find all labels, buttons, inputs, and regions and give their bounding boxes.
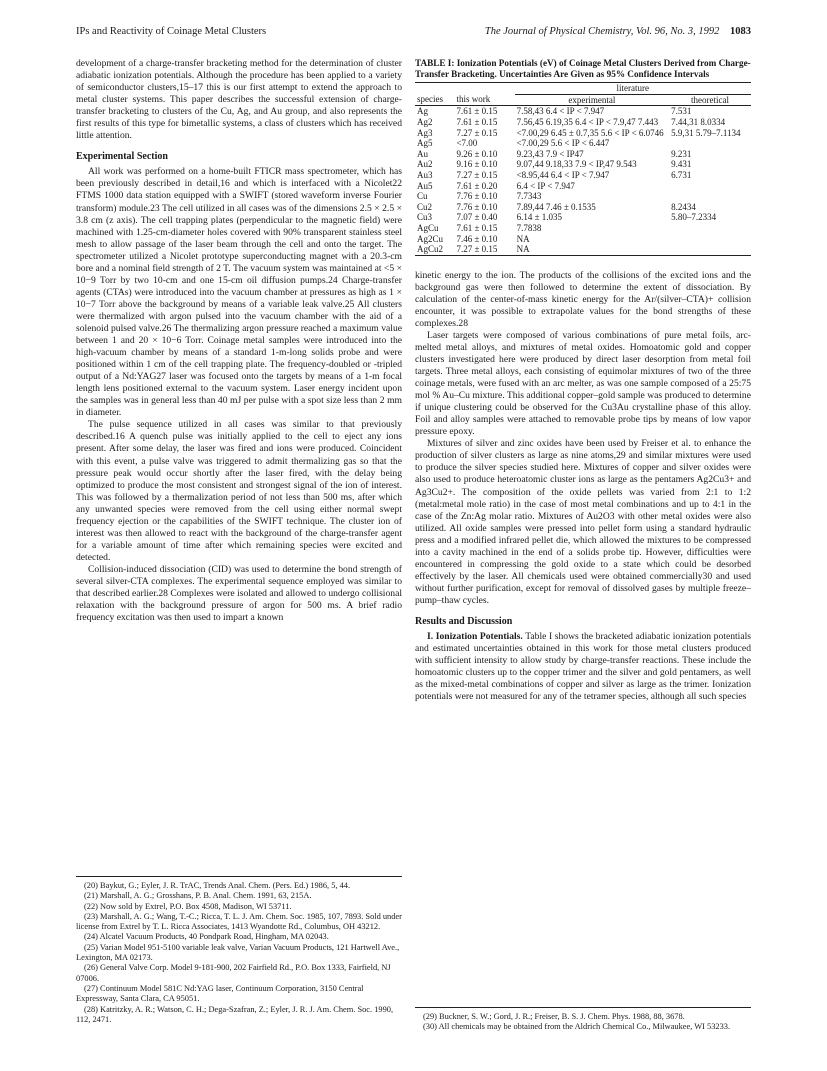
cell-this-work: 7.27 ± 0.15 bbox=[456, 169, 498, 180]
cell-this-work: <7.00 bbox=[456, 138, 478, 149]
footnotes-right bbox=[415, 1007, 751, 1033]
ip-table-block bbox=[415, 58, 751, 256]
cell-species: AgCu bbox=[417, 222, 439, 233]
ionization-text: Table I shows the bracketed adiabatic ionization potentials and estimated uncertainties obtained in this work for those metal clusters produced with sufficient intensity to allow study by charge-transfer reactions. These include the homoatomic clusters up to the copper trimer and the silver and gold pentamers, as well as the mixed-metal combinations of copper and silver as large as the trimer. Ionization potentials were not measured for any of the tetramer species, although all such species bbox=[415, 631, 751, 703]
cell-species: Ag3 bbox=[417, 127, 433, 138]
cell-theoretical: 5.80–7.2334 bbox=[671, 212, 717, 223]
experimental-paragraph-1: All work was performed on a home-built FTICR mass spectrometer, which has been previously described in detail,16 and which is interfaced with a Nicolet22 FTMS 1000 data station equipped with a SWIFT (stored waveform inverse Fourier transform) module.23 The cell utilized in all cases was of the dimensions 2.5 × 2.5 × 3.8 cm (z axis). The cell trapping plates (perpendicular to the magnetic field) were machined with 1.25-cm-diameter holes covered with 90% transparent stainless steel mesh to allow passage of the laser beam through the cell and onto the target. The spectrometer utilized a Nicolet prototype superconducting magnet with a 20.3-cm bore and a nominal field strength of 2 T. The vacuum system was maintained at <5 × 10−9 Torr by two 10-cm and one 15-cm oil diffusion pumps.24 Charge-transfer agents (CTAs) were introduced into the vacuum chamber at pressures as high as 1 × 10−7 Torr above the background by means of a variable leak valve.25 All clusters were thermalized with argon pulsed into the vacuum chamber with the aid of a solenoid pulsed valve.26 The thermalizing argon pressure reached a maximum value between 1 and 20 × 10−6 Torr. Coinage metal samples were introduced into the high-vacuum chamber by means of a standard 1-m-long solids probe and were positioned within 1 cm of the cell trapping plate. The frequency-doubled or -tripled output of a Nd:YAG27 laser was focused onto the targets by means of a 1-m focal length lens positioned external to the vacuum system. Laser energy incident upon the samples was in general less than 40 mJ per pulse with a spot size less than 2 mm in diameter. bbox=[76, 166, 402, 419]
page-number: 1083 bbox=[730, 26, 751, 37]
cell-theoretical: 7.531 bbox=[671, 106, 692, 117]
cell-this-work: 7.61 ± 0.15 bbox=[456, 106, 498, 117]
cell-experimental: 9.07,44 9.18,33 7.9 < IP,47 9.543 bbox=[516, 159, 637, 170]
cell-experimental: NA bbox=[516, 233, 530, 244]
literature-header: literature bbox=[515, 83, 751, 95]
cell-this-work: 7.27 ± 0.15 bbox=[456, 127, 498, 138]
cell-species: Ag2Cu bbox=[417, 233, 444, 244]
cell-species: Au3 bbox=[417, 169, 433, 180]
cell-experimental: <7.00,29 5.6 < IP < 6.447 bbox=[516, 138, 610, 149]
cell-experimental: 7.7838 bbox=[516, 222, 542, 233]
table-row bbox=[415, 191, 751, 202]
cell-theoretical bbox=[669, 234, 751, 245]
running-head bbox=[76, 26, 751, 42]
cell-this-work: 7.07 ± 0.40 bbox=[456, 212, 498, 223]
cell-species: Cu2 bbox=[417, 201, 433, 212]
cell-experimental: 7.58,43 6.4 < IP < 7.947 bbox=[516, 106, 605, 117]
col-header-species: species bbox=[417, 94, 443, 105]
table-row bbox=[415, 212, 751, 223]
running-title: IPs and Reactivity of Coinage Metal Clusters bbox=[76, 26, 267, 37]
footnote: (26) General Valve Corp. Model 9-181-900, 202 Fairfield Rd., P.O. Box 1333, Fairfield, NJ 07006. bbox=[76, 963, 391, 983]
footnote: (29) Buckner, S. W.; Gord, J. R.; Freiser, B. S. J. Chem. Phys. 1988, 88, 3678. bbox=[423, 1012, 685, 1021]
cell-species: Ag5 bbox=[417, 138, 433, 149]
cell-theoretical: 8.2434 bbox=[671, 201, 696, 212]
col-header-experimental: experimental bbox=[568, 94, 616, 105]
table-row bbox=[415, 128, 751, 139]
cell-experimental: NA bbox=[516, 244, 530, 255]
cell-species: Au bbox=[417, 148, 428, 159]
table-header-row bbox=[415, 83, 751, 95]
cell-this-work: 7.46 ± 0.10 bbox=[456, 233, 498, 244]
results-heading: Results and Discussion bbox=[415, 616, 513, 627]
cell-species: Au2 bbox=[417, 159, 433, 170]
cell-experimental: 6.4 < IP < 7.947 bbox=[516, 180, 575, 191]
journal-name: The Journal of Physical Chemistry, Vol. 96, No. 3, 1992 bbox=[484, 26, 720, 37]
cell-this-work: 9.26 ± 0.10 bbox=[456, 148, 498, 159]
cell-this-work: 7.76 ± 0.10 bbox=[456, 201, 498, 212]
table-body bbox=[415, 106, 751, 255]
table-row bbox=[415, 223, 751, 234]
cell-experimental: 6.14 ± 1.035 bbox=[516, 212, 563, 223]
col-header-theoretical: theoretical bbox=[691, 94, 730, 105]
experimental-paragraph-3: Collision-induced dissociation (CID) was used to determine the bond strength of several silver-CTA complexes. The experimental sequence employed was similar to that described earlier.28 Complexes were isolated and allowed to undergo collisional relaxation with the background pressure of argon for 500 ms. A brief radio frequency excitation was then used to impart a known bbox=[76, 563, 402, 624]
table-row bbox=[415, 149, 751, 160]
cell-species: AgCu2 bbox=[417, 244, 444, 255]
cell-theoretical: 9.231 bbox=[671, 148, 692, 159]
cell-experimental: <7.00,29 6.45 ± 0.7,35 5.6 < IP < 6.0746 bbox=[516, 127, 664, 138]
table-row bbox=[415, 181, 751, 192]
cell-theoretical: 6.731 bbox=[671, 169, 692, 180]
table-row bbox=[415, 202, 751, 213]
experimental-heading: Experimental Section bbox=[76, 151, 168, 163]
footnote-rule bbox=[415, 1007, 751, 1008]
continued-paragraph: kinetic energy to the ion. The products of the collisions of the excited ions and the background gas were then followed to determine the extent of dissociation. By calculation of the center-of-mass kinetic energy for the Ar/(silver–CTA)+ collision encounter, it was possible to extrapolate values for the bond strengths of these complexes.28 bbox=[415, 269, 751, 329]
cell-experimental: 7.89,44 7.46 ± 0.1535 bbox=[516, 201, 596, 212]
right-column bbox=[415, 58, 751, 703]
cell-theoretical bbox=[669, 244, 751, 255]
table-row bbox=[415, 138, 751, 149]
cell-theoretical bbox=[669, 191, 751, 202]
footnote: (30) All chemicals may be obtained from the Aldrich Chemical Co., Milwaukee, WI 53233. bbox=[423, 1022, 731, 1032]
journal-citation bbox=[485, 26, 751, 37]
table-caption: TABLE I: Ionization Potentials (eV) of Coinage Metal Clusters Derived from Charge-Transfer Bracketing. Uncertainties Are Given as 95% Confidence Intervals bbox=[415, 58, 751, 79]
cell-experimental: <8.95,44 6.4 < IP < 7.947 bbox=[516, 169, 610, 180]
footnote: (24) Alcatel Vacuum Products, 40 Pondpark Road, Hingham, MA 02043. bbox=[84, 932, 329, 942]
cell-this-work: 9.16 ± 0.10 bbox=[456, 159, 498, 170]
cell-theoretical bbox=[669, 138, 751, 149]
cell-this-work: 7.61 ± 0.15 bbox=[456, 222, 498, 233]
cell-experimental: 7.7343 bbox=[516, 191, 542, 202]
experimental-paragraph-2: The pulse sequence utilized in all cases was similar to that previously described.16 A quench pulse was initially applied to the cell to eject any ions present. After some delay, the laser was fired and ions were produced. Coincident with this event, a pulse valve was triggered to admit thermalizing gas so that the pressure peak would occur shortly after the laser fired, with the delay being optimized to produce the most consistent and strongest signal of the ion of interest. This was followed by a thermalization period of not less than 500 ms, after which any unwanted species were removed from the cell using either normal swept frequency ejection or the capabilities of the SWIFT technique. The cluster ion of interest was then allowed to react with the background of the charge-transfer agent for a variable amount of time after which remaining species were excited and detected. bbox=[76, 419, 402, 563]
section-title: I. Ionization Potentials. bbox=[427, 631, 523, 643]
ionization-paragraph bbox=[415, 631, 751, 703]
cell-this-work: 7.61 ± 0.20 bbox=[456, 180, 498, 191]
footnote-rule bbox=[76, 876, 402, 877]
table-header-row bbox=[415, 94, 751, 106]
table-row bbox=[415, 159, 751, 170]
table-row bbox=[415, 117, 751, 128]
cell-theoretical: 9.431 bbox=[671, 159, 692, 170]
ip-table bbox=[415, 82, 751, 256]
left-column bbox=[76, 58, 402, 624]
cell-this-work: 7.27 ± 0.15 bbox=[456, 244, 498, 255]
footnotes-left bbox=[76, 876, 402, 1025]
cell-species: Cu3 bbox=[417, 212, 433, 223]
cell-theoretical: 5.9,31 5.79–7.1134 bbox=[671, 127, 741, 138]
cell-theoretical bbox=[669, 181, 751, 192]
footnote: (27) Continuum Model 581C Nd:YAG laser, Continuum Corporation, 3150 Central Expressway, Santa Clara, CA 95051. bbox=[76, 983, 364, 1004]
cell-species: Ag2 bbox=[417, 116, 433, 127]
cell-this-work: 7.61 ± 0.15 bbox=[456, 116, 498, 127]
table-row bbox=[415, 234, 751, 245]
oxide-mixtures-paragraph: Mixtures of silver and zinc oxides have been used by Freiser et al. to enhance the production of silver clusters as large as nine atoms,29 and similar mixtures were used to produce the silver species studied here. Mixtures of copper and silver oxides were also used to produce heteroatomic cluster ions as large as the pentamers Ag2Cu3+ and Ag3Cu2+. The composition of the oxide pellets was varied from 2:1 to 1:2 (metal:metal mole ratio) in the case of most metal combinations and up to 4:1 in the case of the Zn:Ag molar ratio. Mixtures of Au2O3 with other metal oxides were also utilized. All oxide samples were pressed into pellet form using a standard hydraulic press and a modified infrared pellet die, which allowed the mixtures to be compressed into a cavity machined in the end of a solids probe tip. However, difficulties were encountered in compressing the gold oxide to a state which could be desorbed effectively by the laser. All chemicals used were obtained commercially30 and used without further purification, except for removal of dissolved gases by multiple freeze–pump–thaw cycles. bbox=[415, 438, 751, 606]
laser-targets-paragraph: Laser targets were composed of various combinations of pure metal foils, arc-melted metal alloys, and mixtures of metal oxides. Homoatomic gold and copper clusters investigated here were produced by direct laser desorption from metal foil targets. Three metal alloys, each consisting of equimolar mixtures of two of the three coinage metals, were fused with an arc melter, as was one sample composed of a 25:75 mol % Au–Cu mixture. This additional copper–gold sample was produced to determine if unique clustering could be observed for the Cu3Au crystalline phase of this alloy. Foil and alloy samples were attached to removable probe tips by means of low vapor pressure epoxy. bbox=[415, 329, 751, 438]
cell-experimental: 9.23,43 7.9 < IP47 bbox=[516, 148, 584, 159]
cell-species: Ag bbox=[417, 106, 428, 117]
footnote: (22) Now sold by Extrel, P.O. Box 4508, Madison, WI 53711. bbox=[84, 901, 292, 911]
footnote: (25) Varian Model 951-5100 variable leak valve, Varian Vacuum Products, 121 Hartwell Ave., Lexington, MA 02173. bbox=[76, 942, 400, 963]
footnote: (21) Marshall, A. G.; Grosshans, P. B. Anal. Chem. 1991, 63, 215A. bbox=[84, 891, 312, 901]
cell-species: Cu bbox=[417, 191, 428, 202]
cell-species: Au5 bbox=[417, 180, 433, 191]
cell-theoretical bbox=[669, 223, 751, 234]
footnote: (23) Marshall, A. G.; Wang, T.-C.; Ricca, T. L. J. Am. Chem. Soc. 1985, 107, 7893. Sold under license from Extrel by T. L. Ricca Associates, 1413 Wyandotte Rd., Columbus, OH 43212. bbox=[76, 911, 402, 932]
intro-paragraph: development of a charge-transfer bracketing method for the determination of cluster adiabatic ionization potentials. Although the procedure has been applied to a variety of semiconductor clusters,15–17 this is our first attempt to extend the approach to metal cluster systems. This paper describes the successful extension of charge-transfer bracketing to clusters of the Cu, Ag, and Au group, and also represents the first results of this type for bimetallic systems, a class of clusters which has received little attention. bbox=[76, 58, 402, 142]
table-row bbox=[415, 170, 751, 181]
table-row bbox=[415, 244, 751, 255]
footnote: (28) Katritzky, A. R.; Watson, C. H.; Dega-Szafran, Z.; Eyler, J. R. J. Am. Chem. Soc. 1990, 112, 2471. bbox=[76, 1004, 394, 1024]
footnote: (20) Baykut, G.; Eyler, J. R. TrAC, Trends Anal. Chem. (Pers. Ed.) 1986, 5, 44. bbox=[84, 881, 351, 890]
col-header-this-work: this work bbox=[456, 94, 491, 105]
table-row bbox=[415, 106, 751, 117]
cell-experimental: 7.56,45 6.19,35 6.4 < IP < 7.9,47 7.443 bbox=[516, 116, 659, 127]
cell-this-work: 7.76 ± 0.10 bbox=[456, 191, 498, 202]
cell-theoretical: 7.44,31 8.0334 bbox=[671, 116, 726, 127]
